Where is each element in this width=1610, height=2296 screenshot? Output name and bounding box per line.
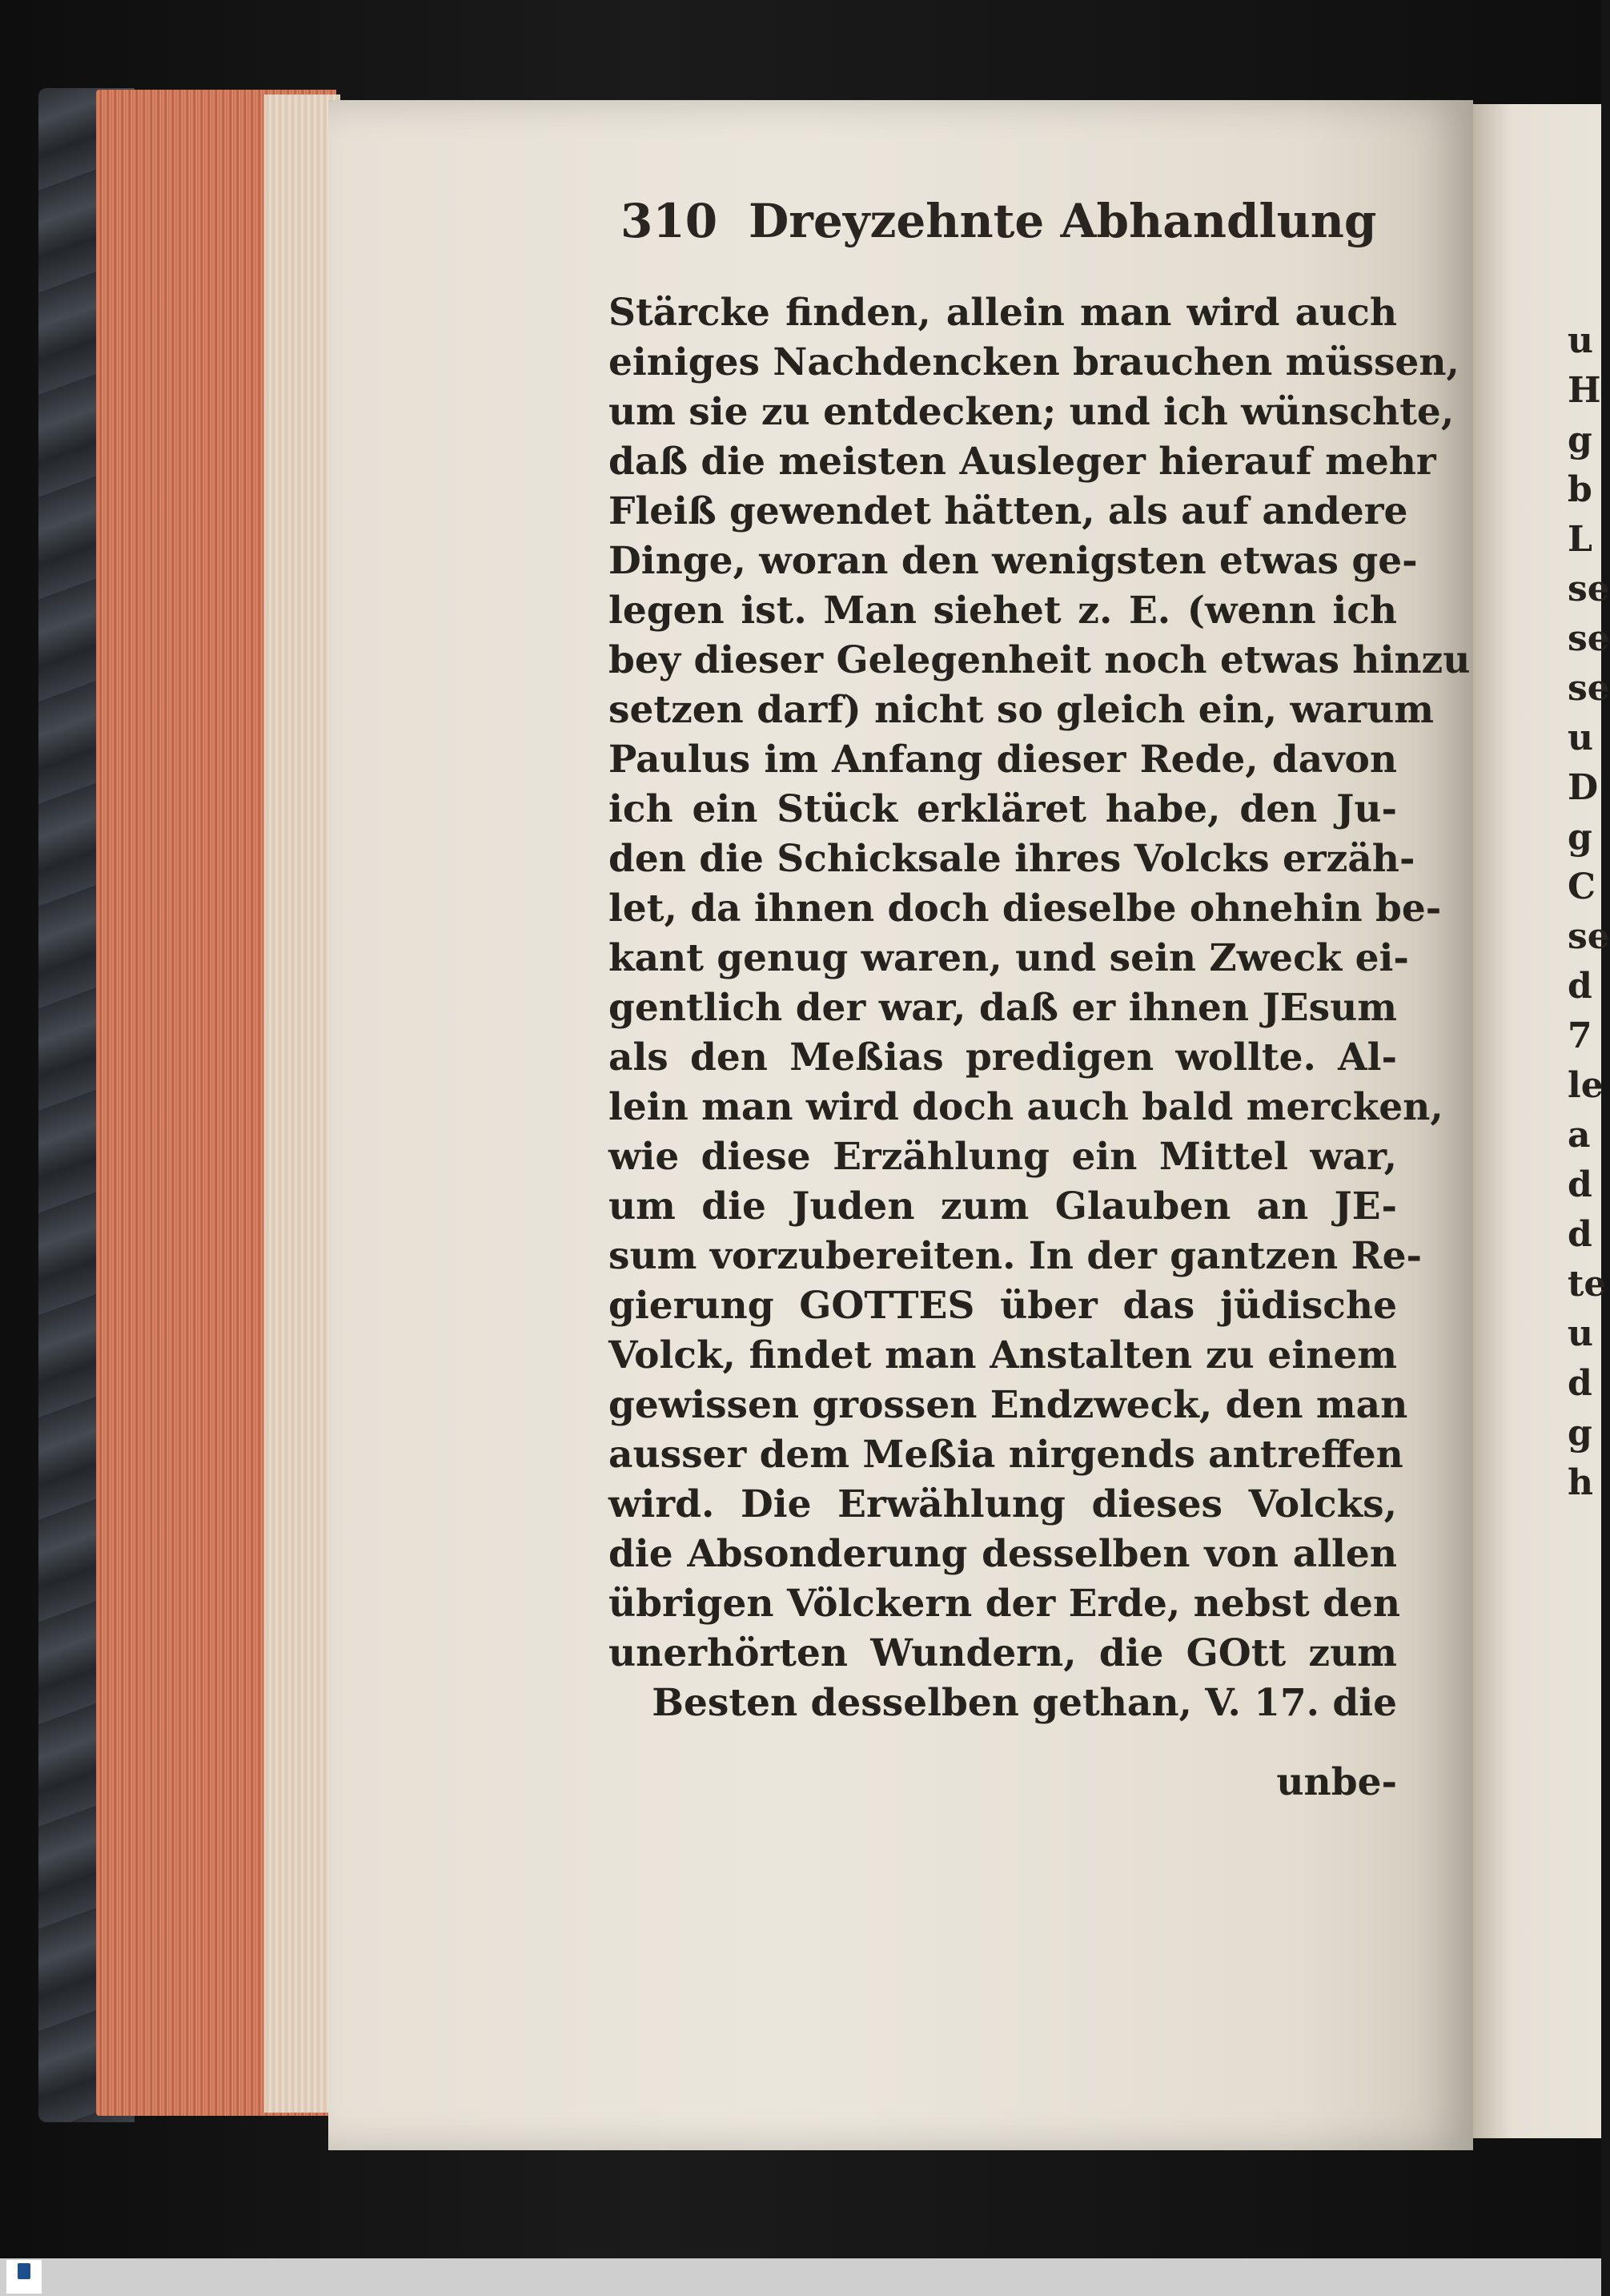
- text-line: bey dieser Gelegenheit noch etwas hinzu: [608, 638, 1471, 682]
- page-number: 310: [620, 194, 718, 248]
- facing-fragment: d: [1568, 1363, 1592, 1404]
- facing-fragment: d: [1568, 1214, 1592, 1255]
- text-line: setzen darf) nicht so gleich ein, warum: [608, 688, 1435, 732]
- text-line: wie diese Erzählung ein Mittel war,: [608, 1135, 1397, 1179]
- facing-fragment: b: [1568, 469, 1592, 510]
- text-line: den die Schicksale ihres Volcks erzäh-: [608, 837, 1415, 881]
- library-logo-icon: [6, 2260, 42, 2294]
- text-line: die Absonderung desselben von allen: [608, 1532, 1397, 1576]
- text-line: als den Meßias predigen wollte. Al-: [608, 1035, 1397, 1080]
- facing-fragment: D: [1568, 767, 1599, 808]
- text-line: sum vorzubereiten. In der gantzen Re-: [608, 1234, 1423, 1278]
- page-header: [620, 189, 1377, 253]
- text-line: lein man wird doch auch bald mercken,: [608, 1085, 1443, 1129]
- text-line: um die Juden zum Glauben an JE-: [608, 1184, 1397, 1228]
- facing-fragment: se: [1568, 618, 1610, 659]
- text-line: um sie zu entdecken; und ich wünschte,: [608, 390, 1455, 434]
- text-line: kant genug waren, und sein Zweck ei-: [608, 936, 1409, 980]
- text-line: unerhörten Wundern, die GOtt zum: [608, 1631, 1397, 1675]
- facing-fragment: se: [1568, 569, 1610, 609]
- facing-fragment: se: [1568, 916, 1610, 957]
- text-line: let, da ihnen doch dieselbe ohnehin be-: [608, 887, 1442, 931]
- facing-fragment: g: [1568, 1413, 1592, 1454]
- running-title: Dreyzehnte Abhandlung: [749, 194, 1377, 248]
- facing-fragment: L: [1568, 519, 1592, 560]
- facing-fragment: u: [1568, 320, 1593, 361]
- text-line: einiges Nachdencken brauchen müssen,: [608, 340, 1459, 384]
- facing-fragment: H: [1568, 370, 1601, 411]
- text-line: ausser dem Meßia nirgends antreffen: [608, 1433, 1403, 1477]
- text-line: gewissen grossen Endzweck, den man: [608, 1383, 1408, 1427]
- facing-fragment: g: [1568, 817, 1592, 858]
- text-line: legen ist. Man siehet z. E. (wenn ich: [608, 589, 1397, 633]
- facing-fragment: u: [1568, 1313, 1593, 1354]
- facing-fragment: h: [1568, 1462, 1593, 1503]
- facing-fragment: 7: [1568, 1015, 1592, 1056]
- footer-bar: [0, 2258, 1601, 2296]
- catchword: unbe-: [1276, 1760, 1397, 1804]
- facing-page-text: [1568, 316, 1610, 1508]
- body-text: [608, 288, 1471, 1728]
- facing-fragment: se: [1568, 668, 1610, 709]
- facing-fragment: g: [1568, 420, 1592, 460]
- facing-fragment: d: [1568, 966, 1592, 1007]
- text-line: Dinge, woran den wenigsten etwas ge-: [608, 539, 1418, 583]
- facing-fragment: d: [1568, 1164, 1592, 1205]
- text-line: Paulus im Anfang dieser Rede, davon: [608, 738, 1397, 782]
- text-line: Stärcke finden, allein man wird auch: [608, 291, 1397, 335]
- facing-fragment: C: [1568, 867, 1596, 907]
- text-line: gierung GOTTES über das jüdische: [608, 1284, 1397, 1328]
- text-line: wird. Die Erwählung dieses Volcks,: [608, 1482, 1397, 1526]
- library-seal-icon: [18, 2263, 30, 2279]
- facing-fragment: le: [1568, 1065, 1604, 1106]
- text-line: Volck, findet man Anstalten zu einem: [608, 1333, 1397, 1377]
- text-line: ich ein Stück erkläret habe, den Ju-: [608, 787, 1397, 831]
- text-line: gentlich der war, daß er ihnen JEsum: [608, 986, 1397, 1030]
- text-line: Besten desselben gethan, V. 17. die: [652, 1681, 1397, 1725]
- text-line: übrigen Völckern der Erde, nebst den: [608, 1582, 1401, 1626]
- text-line: daß die meisten Ausleger hierauf mehr: [608, 440, 1436, 484]
- facing-fragment: u: [1568, 718, 1593, 758]
- facing-fragment: te: [1568, 1264, 1607, 1305]
- text-line: Fleiß gewendet hätten, als auf andere: [608, 489, 1408, 533]
- facing-fragment: a: [1568, 1115, 1591, 1156]
